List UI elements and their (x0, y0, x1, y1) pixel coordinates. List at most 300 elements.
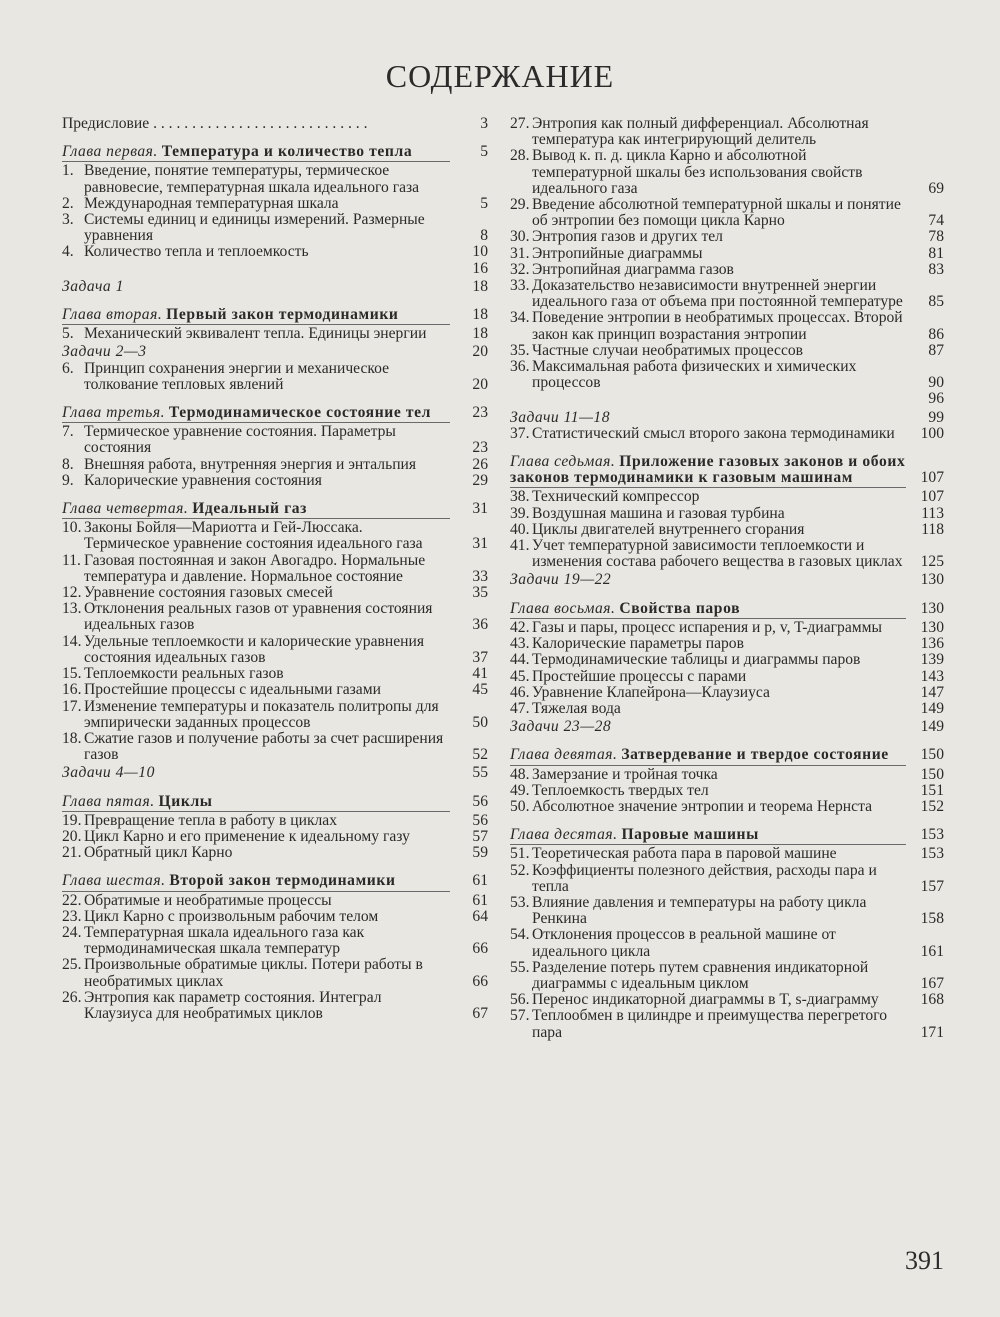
page-ref: 69 (928, 179, 944, 197)
section-title: Тяжелая вода (532, 699, 621, 717)
toc-section-entry (62, 326, 488, 342)
section-text (510, 359, 944, 391)
chapter-title: Первый закон термодинамики (166, 306, 399, 324)
page-ref: 157 (920, 877, 944, 895)
page-ref: 57 (472, 827, 488, 845)
chapter-text (510, 827, 944, 843)
section-title: Простейшие процессы с идеальными газами (84, 681, 381, 699)
toc-section-entry (62, 829, 488, 845)
section-title: Цикл Карно и его применение к идеальному газу (84, 827, 410, 845)
section-number: 33. (510, 277, 530, 295)
section-text (62, 909, 488, 925)
toc-section-entry (510, 620, 944, 636)
section-text (510, 506, 944, 522)
section-title: Законы Бойля—Мариотта и Гей-Люссака. Термическое уравнение состояния идеального газа (84, 519, 423, 553)
section-text (62, 424, 488, 456)
page-ref: 10 (472, 243, 488, 261)
toc-section-entry (62, 634, 488, 666)
section-title: Вывод к. п. д. цикла Карно и абсолютной температурной шкалы без использования свойств идеального газа (532, 147, 863, 197)
section-text (62, 457, 488, 473)
section-title: Сжатие газов и получение работы за счет расширения газов (84, 729, 444, 764)
task-text (62, 279, 488, 295)
page-ref: 45 (472, 681, 488, 699)
page-ref: 100 (920, 424, 944, 442)
chapter-text (62, 405, 488, 421)
toc-right-column (510, 116, 944, 1041)
page-ref: 5 (480, 143, 488, 161)
section-number: 29. (510, 196, 530, 214)
chapter-text (62, 501, 488, 517)
toc-chapter-entry (62, 873, 488, 889)
toc-section-entry (510, 992, 944, 1008)
chapter-text (62, 307, 488, 323)
section-text (62, 212, 488, 244)
section-title: Воздушная машина и газовая турбина (532, 504, 785, 522)
section-text (510, 278, 944, 310)
page-ref: 55 (472, 764, 488, 782)
toc-section-entry (510, 685, 944, 701)
section-number: 34. (510, 309, 530, 327)
toc-section-entry (510, 799, 944, 815)
toc-section-entry (62, 682, 488, 698)
section-text (510, 116, 944, 148)
page-ref: 3 (480, 115, 488, 132)
page-ref: 20 (472, 375, 488, 393)
section-text (62, 553, 488, 585)
toc-section-entry (510, 895, 944, 927)
task-label: Задачи 4—10 (62, 764, 155, 782)
toc-task-entry (510, 719, 944, 735)
page-ref: 149 (920, 718, 944, 736)
toc-section-entry (510, 927, 944, 959)
toc-section-entry (62, 957, 488, 989)
toc-left-column (62, 116, 488, 1022)
section-title: Статистический смысл второго закона термодинамики (532, 424, 895, 442)
page-ref: 153 (920, 826, 944, 844)
section-title: Энтропия как полный дифференциал. Абсолютная температура как интегрирующий делитель (532, 115, 869, 149)
section-title: Учет температурной зависимости теплоемкости и изменения состава рабочего вещества в газовых циклах (532, 537, 903, 571)
section-text (510, 148, 944, 197)
chapter-label: Глава шестая. (62, 872, 166, 890)
section-title: Энтропийная диаграмма газов (532, 260, 734, 278)
section-number: 47. (510, 699, 530, 717)
toc-section-entry (62, 990, 488, 1022)
section-title: Механический эквивалент тепла. Единицы энергии (84, 325, 427, 343)
section-number: 24. (62, 923, 82, 941)
page-number: 391 (905, 1246, 944, 1275)
section-number: 19. (62, 811, 82, 829)
chapter-label: Глава первая. (62, 143, 158, 161)
section-number: 21. (62, 844, 82, 862)
toc-section-entry (510, 636, 944, 652)
page-ref: 56 (472, 792, 488, 810)
page-ref: 37 (472, 648, 488, 666)
section-number: 44. (510, 651, 530, 669)
page-ref: 152 (920, 797, 944, 815)
toc-section-entry (510, 229, 944, 245)
page-ref: 99 (928, 408, 944, 426)
section-title: Энтропия как параметр состояния. Интеграл Клаузиуса для необратимых циклов (84, 988, 382, 1022)
toc-section-entry (62, 699, 488, 731)
section-text (62, 845, 488, 861)
section-text (510, 197, 944, 229)
section-text (62, 699, 488, 731)
page-ref: 31 (472, 500, 488, 518)
section-title: Теплоемкости реальных газов (84, 665, 284, 683)
page-ref: 50 (472, 713, 488, 731)
section-title: Обратимые и необратимые процессы (84, 891, 332, 909)
toc-section-entry (62, 457, 488, 473)
section-text (510, 783, 944, 799)
section-number: 51. (510, 845, 530, 863)
page-ref: 5 (480, 194, 488, 212)
chapter-text (62, 144, 488, 160)
section-number: 48. (510, 765, 530, 783)
chapter-text (62, 794, 488, 810)
section-number: 25. (62, 956, 82, 974)
section-text (510, 343, 944, 359)
section-title: Газовая постоянная и закон Авогадро. Нормальные температура и давление. Нормальное состояние (84, 551, 426, 585)
toc-section-entry (510, 960, 944, 992)
section-number: 53. (510, 893, 530, 911)
toc-chapter-entry (62, 501, 488, 517)
page-ref: 33 (472, 567, 488, 585)
toc-section-entry (510, 197, 944, 229)
section-text (510, 489, 944, 505)
chapter-label: Глава десятая. (510, 826, 618, 844)
section-title: Отклонения процессов в реальной машине от идеального цикла (532, 926, 836, 960)
section-number: 14. (62, 632, 82, 650)
toc-section-entry (62, 424, 488, 456)
chapter-label: Глава седьмая. (510, 453, 616, 471)
section-text (62, 813, 488, 829)
section-title: Калорические параметры паров (532, 635, 744, 653)
page-ref: 130 (920, 618, 944, 636)
page-ref: 151 (920, 781, 944, 799)
page-ref: 87 (928, 341, 944, 359)
toc-task-entry (510, 410, 944, 426)
section-number: 20. (62, 827, 82, 845)
toc-section-entry (510, 262, 944, 278)
page-ref: 150 (920, 746, 944, 764)
task-text (510, 572, 944, 588)
section-title: Произвольные обратимые циклы. Потери работы в необратимых циклах (84, 956, 423, 990)
toc-chapter-entry (62, 794, 488, 810)
section-title: Влияние давления и температуры на работу цикла Ренкина (532, 893, 867, 928)
section-text (510, 1008, 944, 1040)
section-number: 10. (62, 519, 82, 537)
section-number: 56. (510, 991, 530, 1009)
section-number: 36. (510, 358, 530, 376)
page-ref: 96 (928, 390, 944, 408)
page-ref: 41 (472, 665, 488, 683)
section-text (62, 990, 488, 1022)
page-ref: 147 (920, 683, 944, 701)
page-ref: 66 (472, 940, 488, 958)
page-ref: 107 (920, 488, 944, 506)
toc-section-entry (510, 846, 944, 862)
section-number: 31. (510, 244, 530, 262)
section-text (510, 310, 944, 342)
chapter-title: Свойства паров (619, 599, 741, 617)
section-text (510, 701, 944, 717)
section-text (510, 846, 944, 862)
toc-section-entry (510, 343, 944, 359)
page-ref: 18 (472, 277, 488, 295)
section-text (62, 601, 488, 633)
page-ref: 8 (480, 227, 488, 245)
toc-section-entry (62, 585, 488, 601)
page-ref: 85 (928, 293, 944, 311)
toc-section-entry (510, 652, 944, 668)
page-ref: 29 (472, 471, 488, 489)
page-ref: 90 (928, 374, 944, 392)
chapter-text (510, 601, 944, 617)
section-number: 40. (510, 520, 530, 538)
toc-section-entry (510, 669, 944, 685)
toc-chapter-entry (62, 405, 488, 421)
section-text (510, 246, 944, 262)
section-number: 15. (62, 665, 82, 683)
page-ref: 130 (920, 599, 944, 617)
section-number: 23. (62, 907, 82, 925)
section-title: Коэффициенты полезного действия, расходы пара и тепла (532, 861, 877, 895)
toc-chapter-entry (510, 747, 944, 763)
section-text (510, 927, 944, 959)
task-text (62, 344, 488, 360)
section-title: Энтропия газов и других тел (532, 228, 723, 246)
section-text (510, 799, 944, 815)
toc-section-entry (62, 601, 488, 633)
page-ref: 125 (920, 553, 944, 571)
section-text (62, 163, 488, 195)
page-ref: 149 (920, 699, 944, 717)
toc-section-entry (510, 538, 944, 570)
section-number: 49. (510, 781, 530, 799)
chapter-label: Глава четвертая. (62, 500, 189, 518)
section-text (62, 585, 488, 601)
section-number: 55. (510, 958, 530, 976)
toc-section-entry (62, 473, 488, 489)
toc-section-entry (62, 196, 488, 212)
section-text (62, 634, 488, 666)
page-ref: 136 (920, 635, 944, 653)
section-title: Разделение потерь путем сравнения индикаторной диаграммы с идеальным циклом (532, 958, 869, 992)
section-text (62, 326, 488, 342)
task-text (510, 719, 944, 735)
section-number: 32. (510, 260, 530, 278)
section-title: Газы и пары, процесс испарения и p, v, T-диаграммы (532, 618, 882, 636)
toc-section-entry (510, 278, 944, 310)
section-title: Превращение тепла в работу в циклах (84, 811, 338, 829)
section-number: 17. (62, 697, 82, 715)
section-number: 2. (62, 194, 74, 212)
section-number: 45. (510, 667, 530, 685)
continuation-spacer (510, 391, 944, 407)
section-number: 12. (62, 584, 82, 602)
section-title: Теплоемкость твердых тел (532, 781, 709, 799)
toc-section-entry (62, 845, 488, 861)
toc-chapter-entry (62, 144, 488, 160)
chapter-title: Второй закон термодинамики (169, 872, 396, 890)
section-number: 26. (62, 988, 82, 1006)
page-ref: 158 (920, 910, 944, 928)
section-title: Перенос индикаторной диаграммы в T, s-диаграмму (532, 991, 879, 1009)
toc-section-entry (62, 893, 488, 909)
section-number: 30. (510, 228, 530, 246)
task-label: Задачи 19—22 (510, 571, 612, 589)
section-title: Простейшие процессы с парами (532, 667, 747, 685)
page-ref: 66 (472, 972, 488, 990)
section-text (510, 767, 944, 783)
section-title: Уравнение состояния газовых смесей (84, 584, 333, 602)
page-ref: 31 (472, 535, 488, 553)
toc-section-entry (62, 244, 488, 260)
section-number: 52. (510, 861, 530, 879)
task-label: Задача 1 (62, 277, 124, 295)
section-text (510, 620, 944, 636)
section-text (510, 522, 944, 538)
page-ref: 56 (472, 811, 488, 829)
section-text (62, 244, 488, 260)
section-text (62, 666, 488, 682)
section-text (510, 652, 944, 668)
page-ref: 150 (920, 765, 944, 783)
section-title: Принцип сохранения энергии и механическое толкование тепловых явлений (84, 359, 390, 393)
page-ref: 35 (472, 584, 488, 602)
section-text (62, 682, 488, 698)
section-text (62, 520, 488, 552)
section-title: Введение, понятие температуры, термическое равновесие, температурная шкала идеального газа (84, 162, 420, 196)
toc-section-entry (62, 925, 488, 957)
section-number: 27. (510, 115, 530, 132)
toc-continuation-page (62, 261, 488, 277)
section-title: Количество тепла и теплоемкость (84, 243, 309, 261)
section-title: Частные случаи необратимых процессов (532, 341, 804, 359)
section-text (62, 196, 488, 212)
toc-section-entry (510, 863, 944, 895)
chapter-label: Глава вторая. (62, 306, 163, 324)
section-title: Введение абсолютной температурной шкалы и понятие об энтропии без помощи цикла Карно (532, 196, 901, 230)
toc-section-entry (62, 163, 488, 195)
section-title: Внешняя работа, внутренняя энергия и энтальпия (84, 455, 417, 473)
page-ref: 74 (928, 212, 944, 230)
page-ref: 78 (928, 228, 944, 246)
section-title: Температурная шкала идеального газа как термодинамическая шкала температур (84, 923, 365, 958)
section-number: 6. (62, 359, 74, 377)
section-title: Теоретическая работа пара в паровой машине (532, 845, 837, 863)
chapter-label: Глава третья. (62, 404, 165, 422)
section-text (510, 262, 944, 278)
section-number: 35. (510, 341, 530, 359)
toc-section-entry (62, 553, 488, 585)
chapter-title: Температура и количество тепла (161, 143, 413, 161)
section-number: 39. (510, 504, 530, 522)
section-title: Абсолютное значение энтропии и теорема Нернста (532, 797, 873, 815)
chapter-text (510, 747, 944, 763)
toc-section-entry (510, 359, 944, 391)
section-title: Доказательство независимости внутренней энергии идеального газа от объема при постоянной температуре (532, 277, 903, 311)
section-title: Удельные теплоемкости и калорические уравнения состояния идеальных газов (84, 632, 425, 666)
section-text (510, 538, 944, 570)
toc-section-entry (62, 361, 488, 393)
chapter-label: Глава восьмая. (510, 599, 616, 617)
chapter-title: Термодинамическое состояние тел (168, 404, 432, 422)
toc-chapter-entry (62, 307, 488, 323)
toc-chapter-entry (510, 454, 944, 486)
page-ref: 64 (472, 907, 488, 925)
section-text (510, 426, 944, 442)
section-number: 28. (510, 147, 530, 165)
section-number: 13. (62, 600, 82, 618)
section-number: 22. (62, 891, 82, 909)
section-number: 18. (62, 729, 82, 747)
page-ref: 20 (472, 343, 488, 361)
section-number: 1. (62, 162, 74, 180)
section-number: 43. (510, 635, 530, 653)
section-number: 54. (510, 926, 530, 944)
section-number: 38. (510, 488, 530, 506)
chapter-title: Идеальный газ (192, 500, 308, 518)
section-number: 50. (510, 797, 530, 815)
task-text (510, 410, 944, 426)
toc-continuation-page (510, 391, 944, 407)
toc-section-entry (510, 701, 944, 717)
section-title: Максимальная работа физических и химических процессов (532, 358, 857, 392)
section-title: Изменение температуры и показатель политропы для эмпирически заданных процессов (84, 697, 439, 731)
page-ref: 16 (472, 259, 488, 277)
section-title: Цикл Карно с произвольным рабочим телом (84, 907, 379, 925)
toc-section-entry (510, 489, 944, 505)
page-ref: 107 (920, 469, 944, 487)
page-ref: 118 (921, 520, 944, 538)
toc-section-entry (62, 731, 488, 763)
toc-preface-entry (62, 116, 488, 132)
section-title: Международная температурная шкала (84, 194, 339, 212)
section-number: 5. (62, 325, 74, 343)
toc-section-entry (510, 767, 944, 783)
page-ref: 171 (920, 1023, 944, 1041)
section-number: 3. (62, 211, 74, 229)
section-number: 7. (62, 423, 74, 441)
section-text (62, 473, 488, 489)
page-ref: 18 (472, 325, 488, 343)
page-ref: 139 (920, 651, 944, 669)
section-text (62, 361, 488, 393)
toc-section-entry (510, 506, 944, 522)
page-ref: 161 (920, 942, 944, 960)
page-ref: 167 (920, 974, 944, 992)
section-text (510, 669, 944, 685)
section-title: Уравнение Клапейрона—Клаузиуса (532, 683, 770, 701)
page-title: СОДЕРЖАНИЕ (385, 58, 615, 94)
section-number: 57. (510, 1007, 530, 1025)
section-text (510, 229, 944, 245)
section-text (62, 731, 488, 763)
section-text (62, 893, 488, 909)
page-ref: 59 (472, 844, 488, 862)
section-text (510, 960, 944, 992)
preface-title: Предисловие . . . . . . . . . . . . . . . . . . . . . . . . . . . . (62, 115, 368, 132)
section-title: Термическое уравнение состояния. Параметры состояния (84, 423, 396, 457)
page-ref: 67 (472, 1004, 488, 1022)
section-text (510, 863, 944, 895)
toc-chapter-entry (510, 601, 944, 617)
task-label: Задачи 23—28 (510, 718, 612, 736)
section-title: Обратный цикл Карно (84, 844, 233, 862)
toc-task-entry (62, 344, 488, 360)
toc-section-entry (62, 212, 488, 244)
